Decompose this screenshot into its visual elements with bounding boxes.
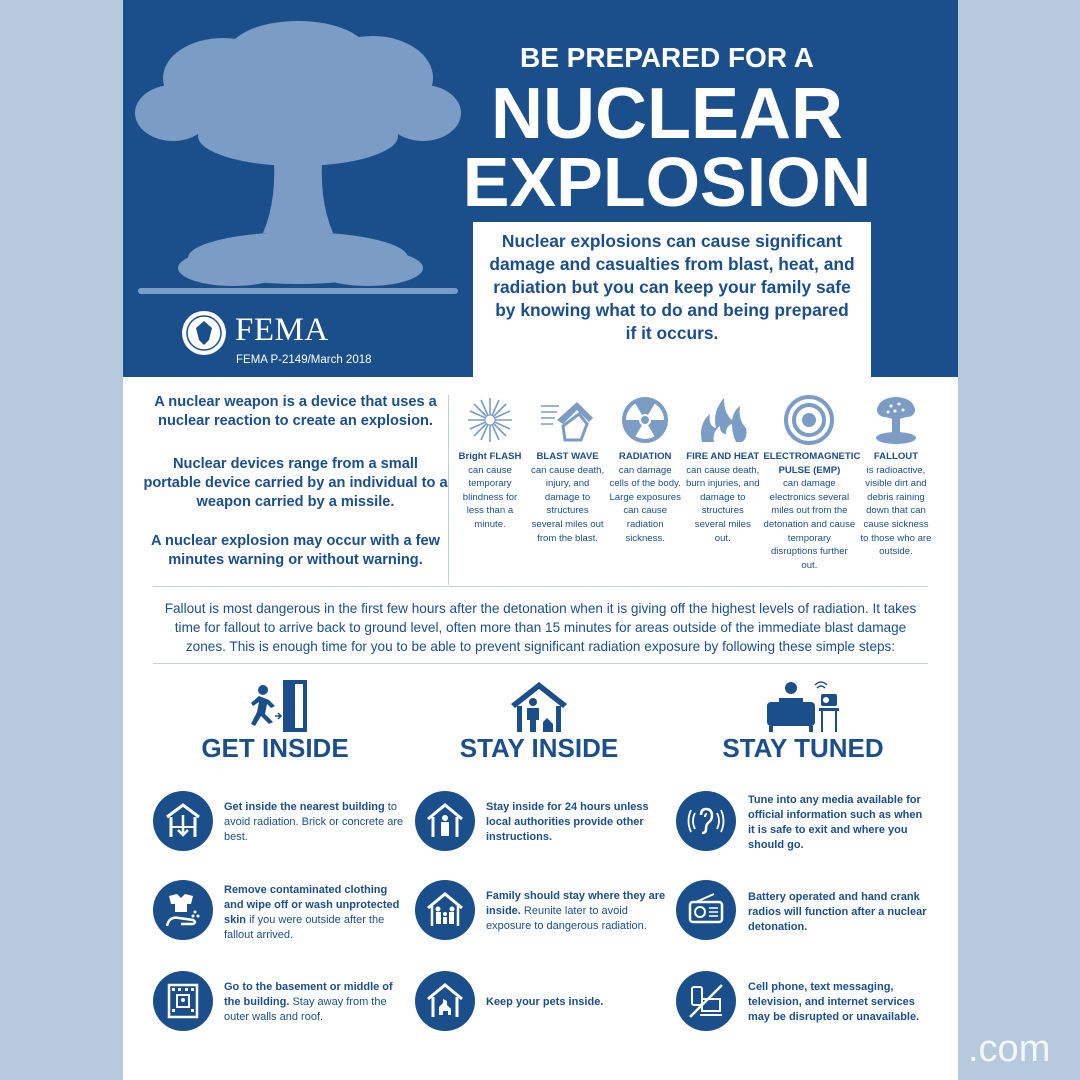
publication-number: FEMA P-2149/March 2018 bbox=[236, 354, 372, 366]
effect-flash bbox=[453, 394, 527, 572]
mushroom-cloud-icon bbox=[133, 18, 463, 303]
effect-title: Bright FLASH bbox=[458, 451, 522, 462]
effect-title: BLAST WAVE bbox=[536, 451, 599, 462]
step-text: Tune into any media available for official information such as when it is safe to exit and where you should go. bbox=[748, 794, 923, 851]
no-phone-tv-icon bbox=[686, 981, 726, 1021]
step-text: Remove contaminated clothing and wipe off or wash unprotected skin if you were outside after the fallout arrived. bbox=[224, 884, 400, 941]
title-line-3: EXPLOSION bbox=[462, 143, 872, 221]
person-in-house-icon-badge bbox=[415, 791, 475, 851]
emp-icon bbox=[782, 394, 836, 446]
effect-fallout bbox=[859, 394, 933, 572]
ear-listening-icon-badge bbox=[676, 791, 736, 851]
facts-column bbox=[143, 393, 448, 594]
flash-icon bbox=[463, 394, 517, 446]
dhs-seal-icon bbox=[181, 310, 227, 356]
title-line-2: NUCLEAR bbox=[491, 74, 843, 154]
step-text: Keep your pets inside. bbox=[486, 996, 604, 1008]
step-title-stay-tuned: STAY TUNED bbox=[722, 733, 884, 763]
fallout-paragraph: Fallout is most dangerous in the first few hours after the detonation when it is giving off the highest levels of radiation. It takes time for fallout to arrive back to ground level, often more than 15 minutes for areas outside of the immediate blast damage zones. This is enough time for you to be able to prevent significant radiation exposure by following these simple steps: bbox=[164, 601, 917, 654]
ear-listening-icon bbox=[686, 801, 726, 841]
family-in-house-icon bbox=[425, 890, 465, 930]
effect-blast-wave bbox=[531, 394, 605, 572]
wash-skin-icon-badge bbox=[153, 880, 213, 940]
fact-text: Nuclear devices range from a small portable device carried by an individual to a weapon carried by a missile. bbox=[143, 456, 448, 510]
no-phone-tv-icon-badge bbox=[676, 971, 736, 1031]
pet-in-house-icon-badge bbox=[415, 971, 475, 1031]
step-text: Cell phone, text messaging, television, and internet services may be disrupted or unavailable. bbox=[748, 981, 920, 1023]
effect-text: can cause death, injury, and damage to structures several miles out from the blast. bbox=[531, 464, 605, 544]
building-arrow-icon bbox=[163, 801, 203, 841]
step-text: Stay inside for 24 hours unless local authorities provide other instructions. bbox=[486, 801, 649, 843]
radiation-icon bbox=[618, 394, 672, 446]
fema-logo-text: FEMA bbox=[235, 312, 329, 348]
effects-row bbox=[453, 394, 933, 572]
radio-icon-badge bbox=[676, 880, 736, 940]
effect-text: is radioactive, visible dirt and debris raining down that can cause sickness to those who are outside. bbox=[860, 464, 932, 558]
house-with-person-icon bbox=[509, 680, 569, 734]
building-center-icon-badge bbox=[153, 971, 213, 1031]
running-to-door-icon bbox=[241, 678, 311, 734]
effect-text: can cause death, burn injuries, and damage to structures several miles out. bbox=[685, 464, 760, 544]
effect-fire bbox=[686, 394, 760, 572]
effect-text: can cause temporary blindness for less than a minute. bbox=[462, 464, 518, 530]
horizontal-divider bbox=[153, 663, 928, 664]
effect-title: FIRE AND HEAT bbox=[686, 451, 760, 462]
family-in-house-icon-badge bbox=[415, 880, 475, 940]
fallout-icon bbox=[869, 394, 923, 446]
intro-box: Nuclear explosions can cause significant damage and casualties from blast, heat, and radiation but you can keep your family safe by knowing what to do and being prepared if it occurs. bbox=[473, 222, 871, 377]
fact-text: A nuclear weapon is a device that uses a nuclear reaction to create an explosion. bbox=[154, 394, 437, 429]
fire-icon bbox=[696, 394, 750, 446]
building-arrow-icon-badge bbox=[153, 791, 213, 851]
step-text: Battery operated and hand crank radios will function after a nuclear detonation. bbox=[748, 891, 927, 933]
effect-title: ELECTROMAGNETIC PULSE (EMP) bbox=[763, 451, 861, 476]
pet-in-house-icon bbox=[425, 981, 465, 1021]
wash-skin-icon bbox=[163, 890, 203, 930]
title-line-1: BE PREPARED FOR A bbox=[519, 42, 815, 73]
effect-emp bbox=[763, 394, 861, 572]
horizontal-divider bbox=[153, 586, 928, 587]
effect-text: can damage cells of the body. Large exposures can cause radiation sickness. bbox=[609, 464, 681, 544]
blast-wave-icon bbox=[541, 394, 595, 446]
effect-title: FALLOUT bbox=[873, 451, 919, 462]
person-with-radio-icon bbox=[765, 680, 843, 734]
step-text: Go to the basement or middle of the building. Stay away from the outer walls and roof. bbox=[224, 981, 393, 1023]
person-in-house-icon bbox=[425, 801, 465, 841]
step-title-get-inside: GET INSIDE bbox=[201, 733, 349, 763]
radio-icon bbox=[686, 890, 726, 930]
vertical-divider bbox=[448, 395, 449, 585]
effect-text: can damage electronics several miles out from the detonation and cause temporary disruptions further out. bbox=[763, 478, 856, 571]
poster bbox=[123, 0, 958, 1080]
watermark-text: .com bbox=[968, 1028, 1051, 1070]
building-center-icon bbox=[163, 981, 203, 1021]
effect-radiation bbox=[608, 394, 682, 572]
fact-text: A nuclear explosion may occur with a few minutes warning or without warning. bbox=[151, 533, 440, 568]
step-title-stay-inside: STAY INSIDE bbox=[459, 733, 619, 763]
step-text: Family should stay where they are inside. Reunite later to avoid exposure to dangerous radiation. bbox=[486, 890, 666, 932]
effect-title: RADIATION bbox=[618, 451, 672, 462]
step-text: Get inside the nearest building to avoid radiation. Brick or concrete are best. bbox=[224, 801, 404, 843]
